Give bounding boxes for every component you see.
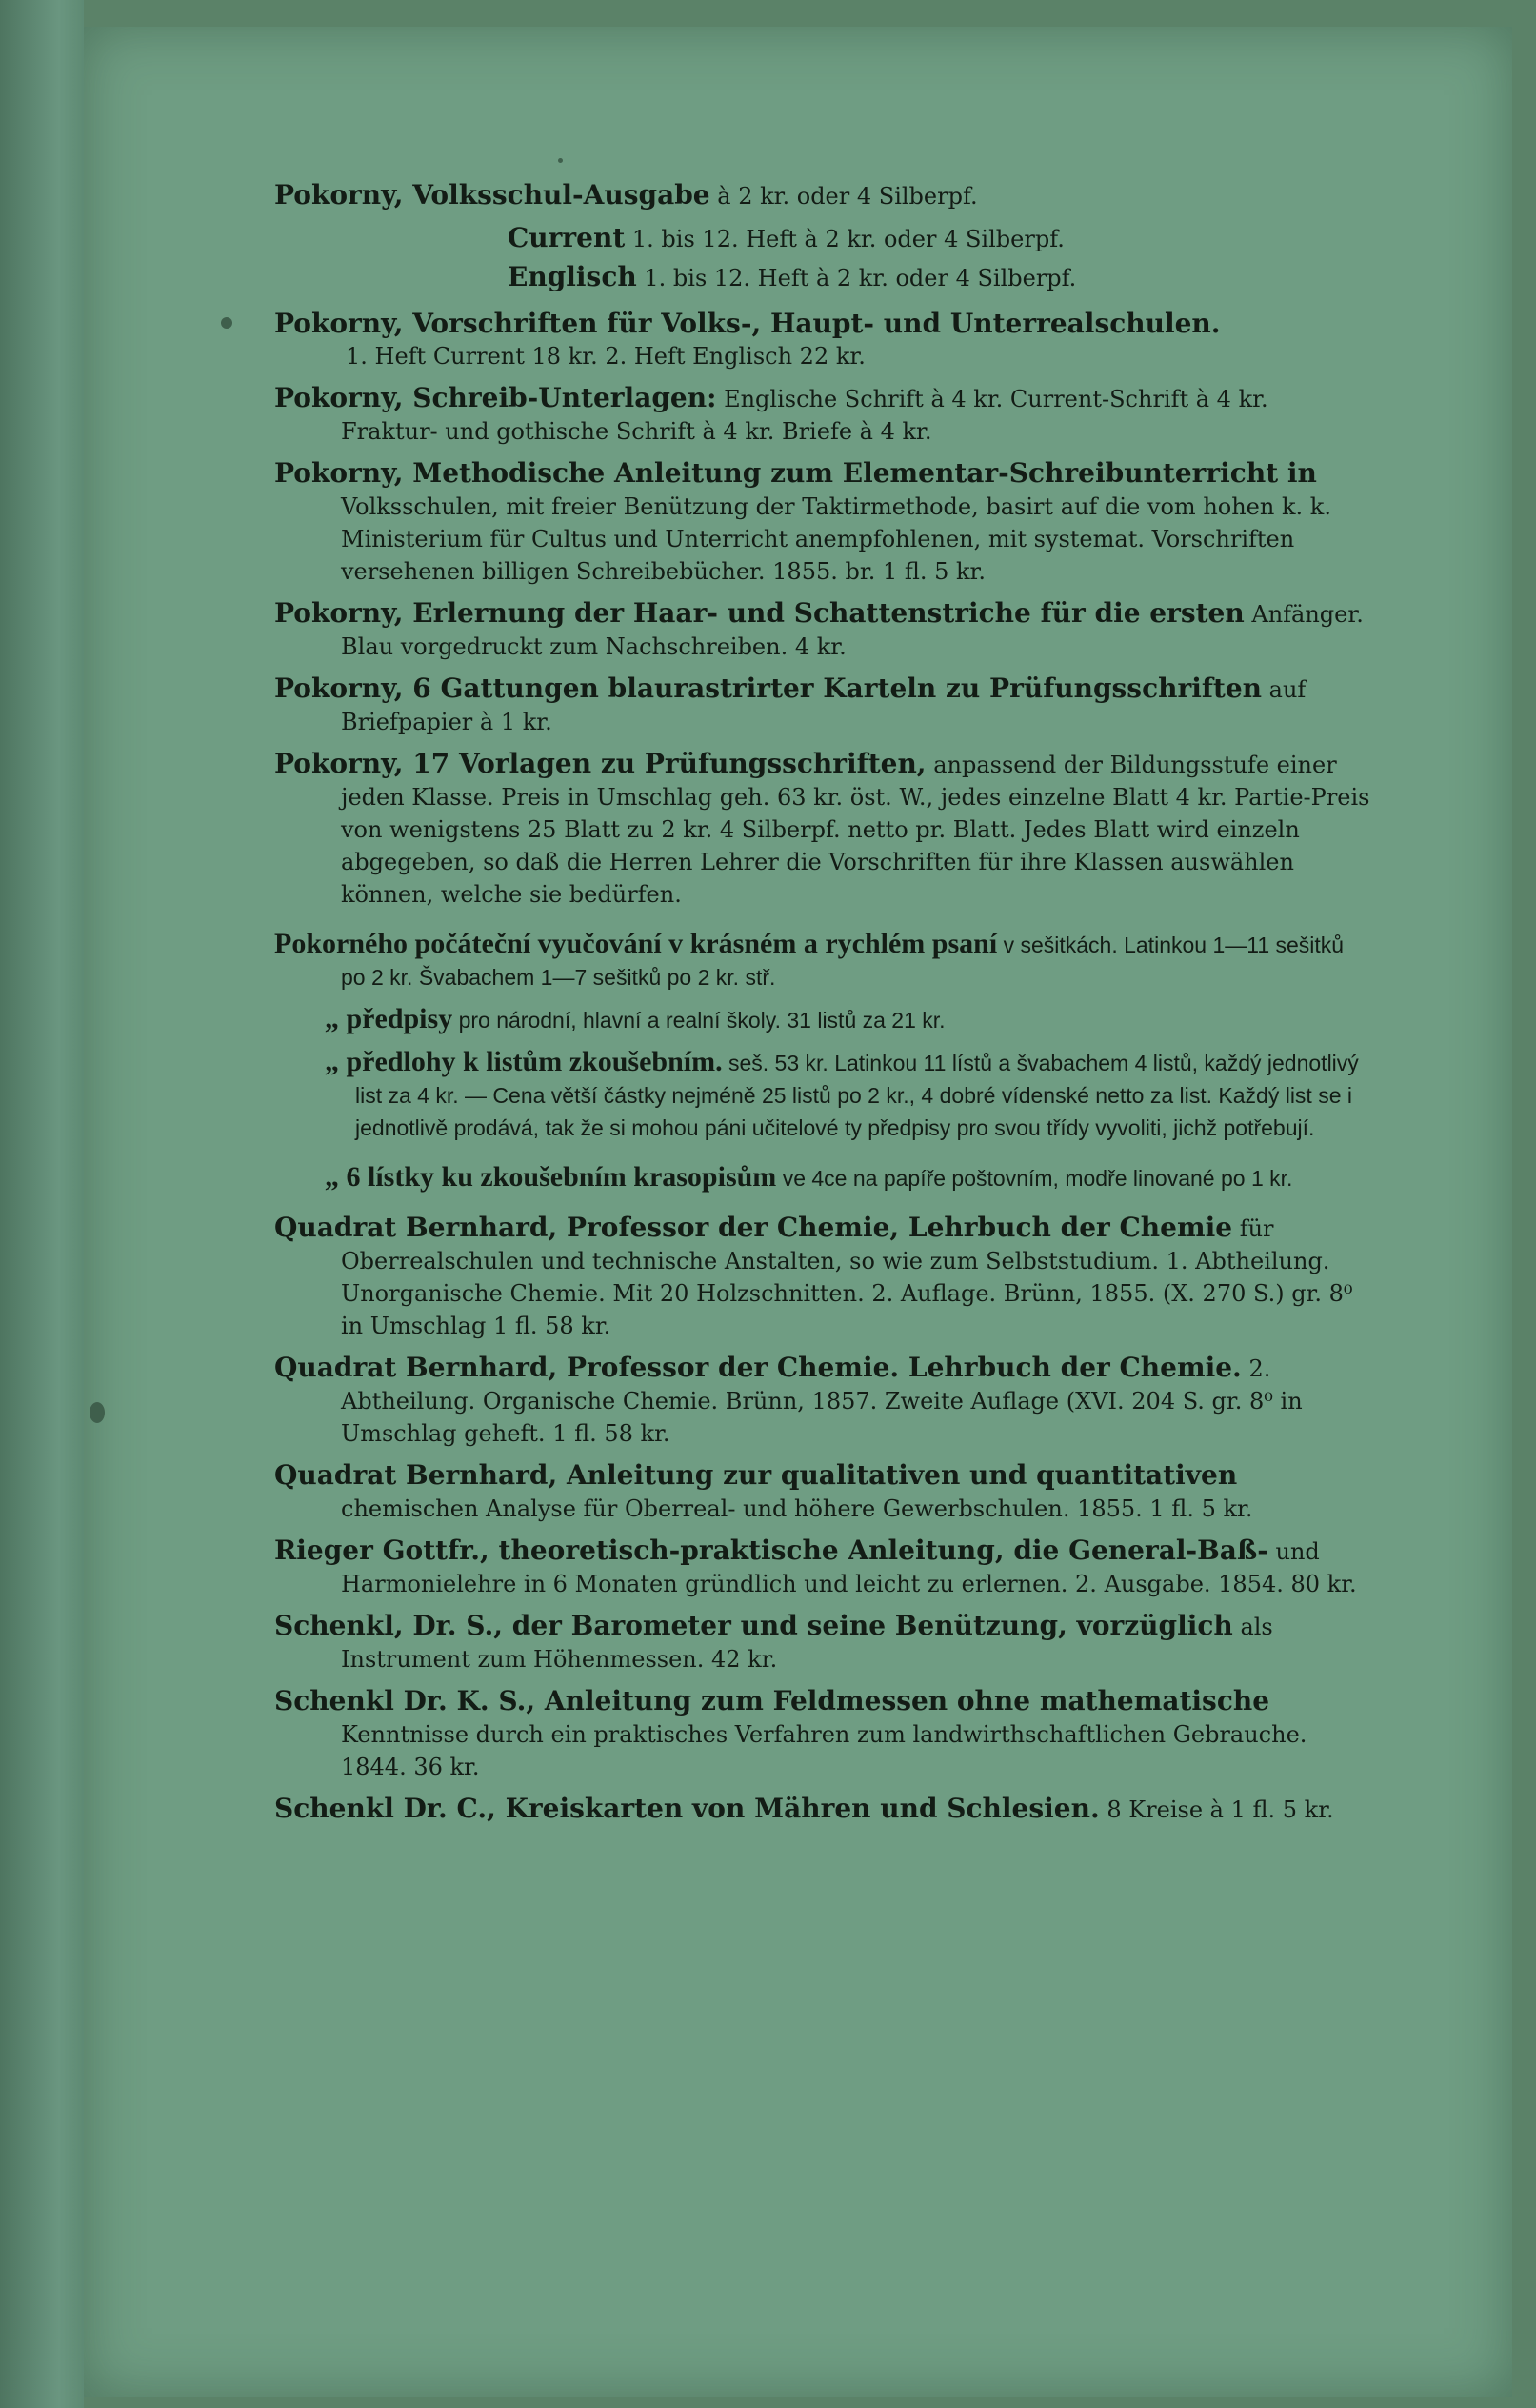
catalog-entry xyxy=(274,597,1371,663)
entry-head: Pokorny, Methodische Anleitung zum Elementar-Schreibunterricht in xyxy=(274,457,1317,489)
catalog-entry xyxy=(274,1212,1371,1342)
catalog-entry xyxy=(274,261,1371,294)
entry-head: Pokorny, Erlernung der Haar- und Schattenstriche für die ersten xyxy=(274,597,1245,629)
entry-body: seš. 53 kr. Latinkou 11 lístů a švabachem 4 listů, každý jednotlivý list za 4 kr. — Cena větší částky nejméně 25 listů po 2 kr., 4 dobré vídenské netto za list. Každý list se i jednotlivě prodává, tak že si mohou páni učitelové ty předpisy pro svou třídy vyvoliti, jichž potřebují. xyxy=(355,1051,1359,1140)
entry-head: Englisch xyxy=(508,261,637,292)
catalog-entry xyxy=(274,382,1371,448)
entry-body: chemischen Analyse für Oberreal- und höhere Gewerbschulen. 1855. 1 fl. 5 kr. xyxy=(341,1495,1253,1522)
entry-body: Kenntnisse durch ein praktisches Verfahren zum landwirthschaftlichen Gebrauche. 1844. 36 kr. xyxy=(341,1721,1307,1780)
entry-head: Quadrat Bernhard, Professor der Chemie. Lehrbuch der Chemie. xyxy=(274,1352,1242,1383)
entry-body: 1. bis 12. Heft à 2 kr. oder 4 Silberpf. xyxy=(631,226,1065,252)
catalog-entry xyxy=(274,1793,1371,1826)
entry-body: anpassend der Bildungsstufe einer jeden Klasse. Preis in Umschlag geh. 63 kr. öst. W., jedes einzelne Blatt 4 kr. Partie-Preis von wenigstens 25 Blatt zu 2 kr. 4 Silberpf. netto pr. Blatt. Jedes Blatt wird einzeln abgegeben, so daß die Herren Lehrer die Vorschriften für ihre Klassen auswählen können, welche sie bedürfen. xyxy=(341,752,1370,908)
entry-body: v sešitkách. Latinkou 1—11 sešitků po 2 kr. Švabachem 1—7 sešitků po 2 kr. stř. xyxy=(341,933,1345,990)
entry-head: Pokorny, Vorschriften für Volks-, Haupt- und Unterrealschulen. xyxy=(274,308,1221,339)
entry-body: 8 Kreise à 1 fl. 5 kr. xyxy=(1107,1796,1334,1823)
page-spot xyxy=(558,158,563,163)
catalog-entry xyxy=(274,308,1371,372)
entry-body: 1. Heft Current 18 kr. 2. Heft Englisch 22 kr. xyxy=(346,343,866,370)
entry-body: ve 4ce na papíře poštovním, modře linované po 1 kr. xyxy=(782,1166,1293,1191)
entry-head: Current xyxy=(508,222,626,253)
catalog-entry xyxy=(274,1610,1371,1676)
catalog-entry xyxy=(274,672,1371,738)
entry-body: Englische Schrift à 4 kr. Current-Schrift à 4 kr. Fraktur- und gothische Schrift à 4 kr. Briefe à 4 kr. xyxy=(341,386,1268,445)
entry-head: Quadrat Bernhard, Anleitung zur qualitativen und quantitativen xyxy=(274,1459,1238,1491)
czech-section xyxy=(274,928,1371,1194)
entry-head: Rieger Gottfr., theoretisch-praktische Anleitung, die General-Baß- xyxy=(274,1535,1268,1566)
entry-body: für Oberrealschulen und technische Anstalten, so wie zum Selbststudium. 1. Abtheilung. Unorganische Chemie. Mit 20 Holzschnitten. 2. Auflage. Brünn, 1855. (X. 270 S.) gr. 8⁰ in Umschlag 1 fl. 58 kr. xyxy=(341,1215,1353,1339)
entry-body: 2. Abtheilung. Organische Chemie. Brünn, 1857. Zweite Auflage (XVI. 204 S. gr. 8⁰ in Umschlag geheft. 1 fl. 58 kr. xyxy=(341,1355,1303,1447)
catalog-entry xyxy=(274,1535,1371,1600)
catalog-entry xyxy=(274,222,1371,255)
entry-head: Schenkl, Dr. S., der Barometer und seine Benützung, vorzüglich xyxy=(274,1610,1233,1641)
czech-entry xyxy=(274,1046,1371,1144)
entry-head: „ předlohy k listům zkoušebním. xyxy=(325,1046,723,1077)
entry-body: Anfänger. Blau vorgedruckt zum Nachschreiben. 4 kr. xyxy=(341,601,1364,660)
catalog-page xyxy=(274,179,1371,1836)
entry-body: und Harmonielehre in 6 Monaten gründlich und leicht zu erlernen. 2. Ausgabe. 1854. 80 kr. xyxy=(341,1538,1357,1597)
catalog-entry xyxy=(274,457,1371,588)
entry-body: à 2 kr. oder 4 Silberpf. xyxy=(717,183,978,210)
entry-head: Quadrat Bernhard, Professor der Chemie, Lehrbuch der Chemie xyxy=(274,1212,1233,1243)
czech-entry xyxy=(274,928,1371,993)
catalog-entry xyxy=(274,1352,1371,1450)
entry-head: Schenkl Dr. K. S., Anleitung zum Feldmessen ohne mathematische xyxy=(274,1685,1270,1716)
entry-body: Volksschulen, mit freier Benützung der Taktirmethode, basirt auf die vom hohen k. k. Ministerium für Cultus und Unterricht anempfohlenen, mit systemat. Vorschriften versehenen billigen Schreibebücher. 1855. br. 1 fl. 5 kr. xyxy=(341,493,1331,585)
entry-body: 1. bis 12. Heft à 2 kr. oder 4 Silberpf. xyxy=(644,265,1077,291)
catalog-entry xyxy=(274,179,1371,212)
page-spot xyxy=(221,317,232,329)
catalog-entry xyxy=(274,748,1371,911)
entry-body: auf Briefpapier à 1 kr. xyxy=(341,676,1307,735)
entry-head: Pokorny, 6 Gattungen blaurastrirter Karteln zu Prüfungsschriften xyxy=(274,672,1263,704)
catalog-entry xyxy=(274,1685,1371,1783)
entry-head: Pokorny, 17 Vorlagen zu Prüfungsschriften, xyxy=(274,748,927,779)
entry-head: „ 6 lístky ku zkoušebním krasopisům xyxy=(325,1161,777,1193)
catalog-entry xyxy=(274,1459,1371,1525)
entry-head: Pokorny, Volksschul-Ausgabe xyxy=(274,179,710,211)
entry-body: pro národní, hlavní a realní školy. 31 listů za 21 kr. xyxy=(458,1008,946,1033)
book-spine xyxy=(0,0,84,2408)
entry-head: Pokorného počáteční vyučování v krásném a rychlém psaní xyxy=(274,928,998,959)
czech-entry xyxy=(274,1161,1371,1194)
entry-head: Schenkl Dr. C., Kreiskarten von Mähren und Schlesien. xyxy=(274,1793,1100,1824)
entry-head: Pokorny, Schreib-Unterlagen: xyxy=(274,382,717,413)
page-spot xyxy=(90,1402,105,1423)
entry-head: „ předpisy xyxy=(325,1003,453,1034)
entry-body: als Instrument zum Höhenmessen. 42 kr. xyxy=(341,1614,1273,1673)
czech-entry xyxy=(274,1003,1371,1036)
